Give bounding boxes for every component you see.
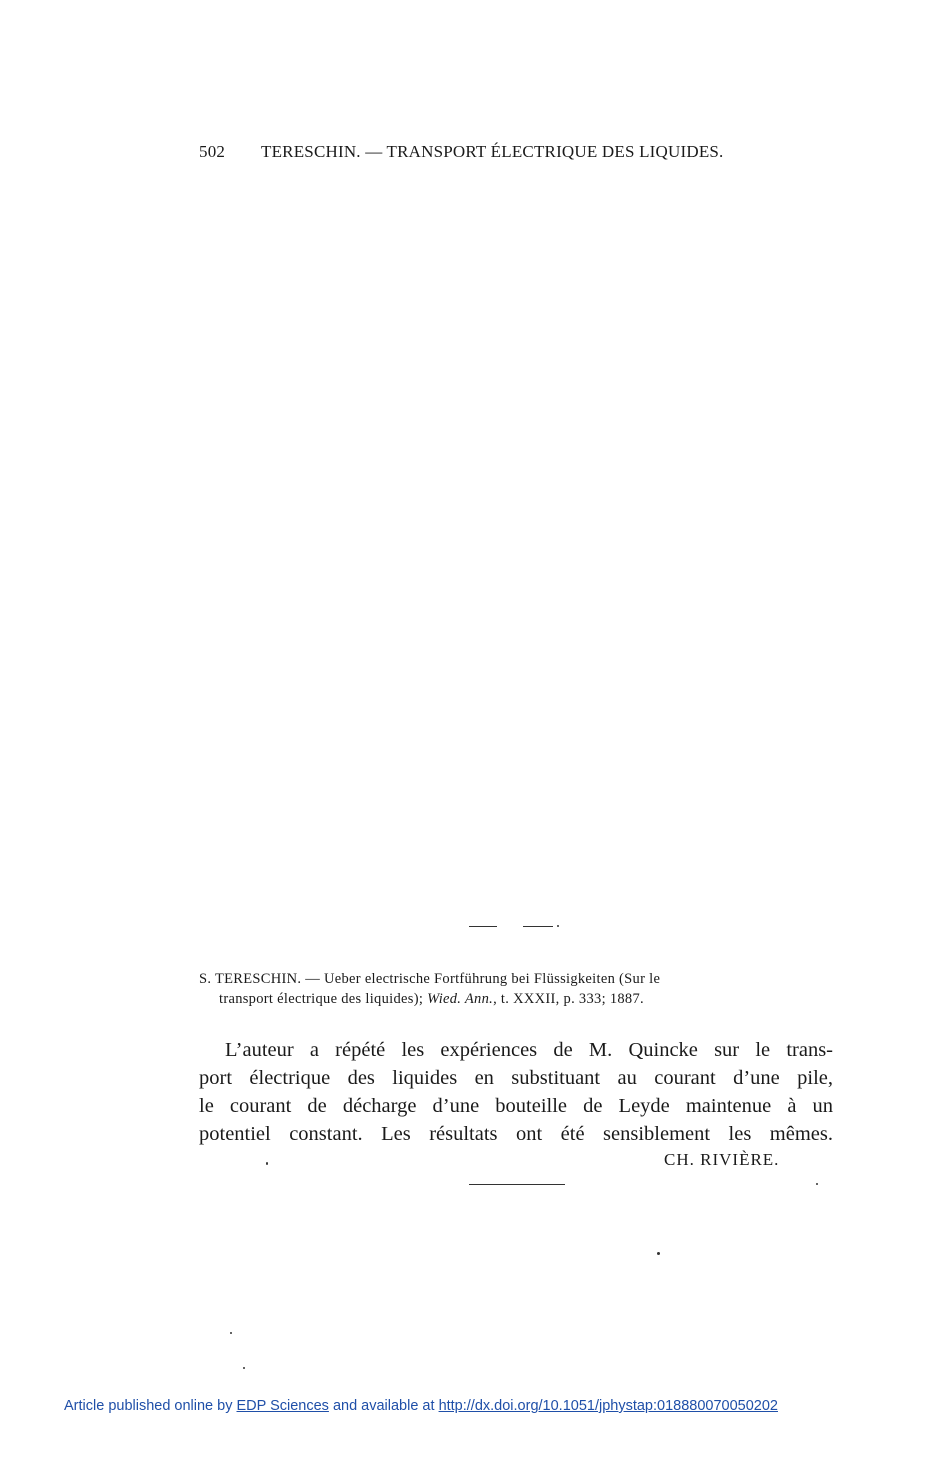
abstract-line: potentiel constant. Les résultats ont été sensiblement les mêmes. (199, 1123, 833, 1145)
footer-middle: and available at (328, 1398, 439, 1414)
separator-dash-right (523, 926, 553, 927)
citation-line-1: S. TERESCHIN. — Ueber electrische Fortführung bei Flüssigkeiten (Sur le (199, 971, 661, 987)
signature-name: RIVIÈRE. (700, 1150, 780, 1169)
edp-sciences-link[interactable]: EDP Sciences (236, 1398, 329, 1414)
footer-prefix: Article published online by (64, 1398, 237, 1414)
signature (664, 1150, 779, 1170)
citation-line-2-prefix: transport électrique des liquides); (219, 991, 428, 1007)
doi-link[interactable]: http://dx.doi.org/10.1051/jphystap:018880070050202 (438, 1398, 778, 1414)
abstract-paragraph (199, 1036, 833, 1148)
abstract-line: le courant de décharge d’une bouteille de Leyde maintenue à un (199, 1095, 833, 1117)
signature-initial: CH. (664, 1150, 695, 1169)
publication-footer (64, 1398, 778, 1414)
journal-name: Wied. Ann. (427, 991, 494, 1007)
citation-line-2 (199, 989, 835, 1009)
speck (243, 1367, 245, 1369)
running-title: TERESCHIN. — TRANSPORT ÉLECTRIQUE DES LIQUIDES. (261, 142, 724, 161)
abstract-line: port électrique des liquides en substituant au courant d’une pile, (199, 1067, 833, 1089)
running-head (199, 142, 779, 162)
citation-line-2-suffix: , t. XXXII, p. 333; 1887. (493, 991, 644, 1007)
speck (557, 925, 559, 927)
speck (266, 1162, 268, 1165)
speck (657, 1252, 660, 1255)
speck (230, 1332, 232, 1334)
abstract-line: L’auteur a répété les expériences de M. Quincke sur le trans- (225, 1039, 833, 1061)
page-number: 502 (199, 142, 226, 161)
speck (816, 1183, 818, 1185)
separator-rule (469, 1184, 565, 1185)
separator-dash-left (469, 926, 497, 927)
citation (199, 969, 835, 1009)
